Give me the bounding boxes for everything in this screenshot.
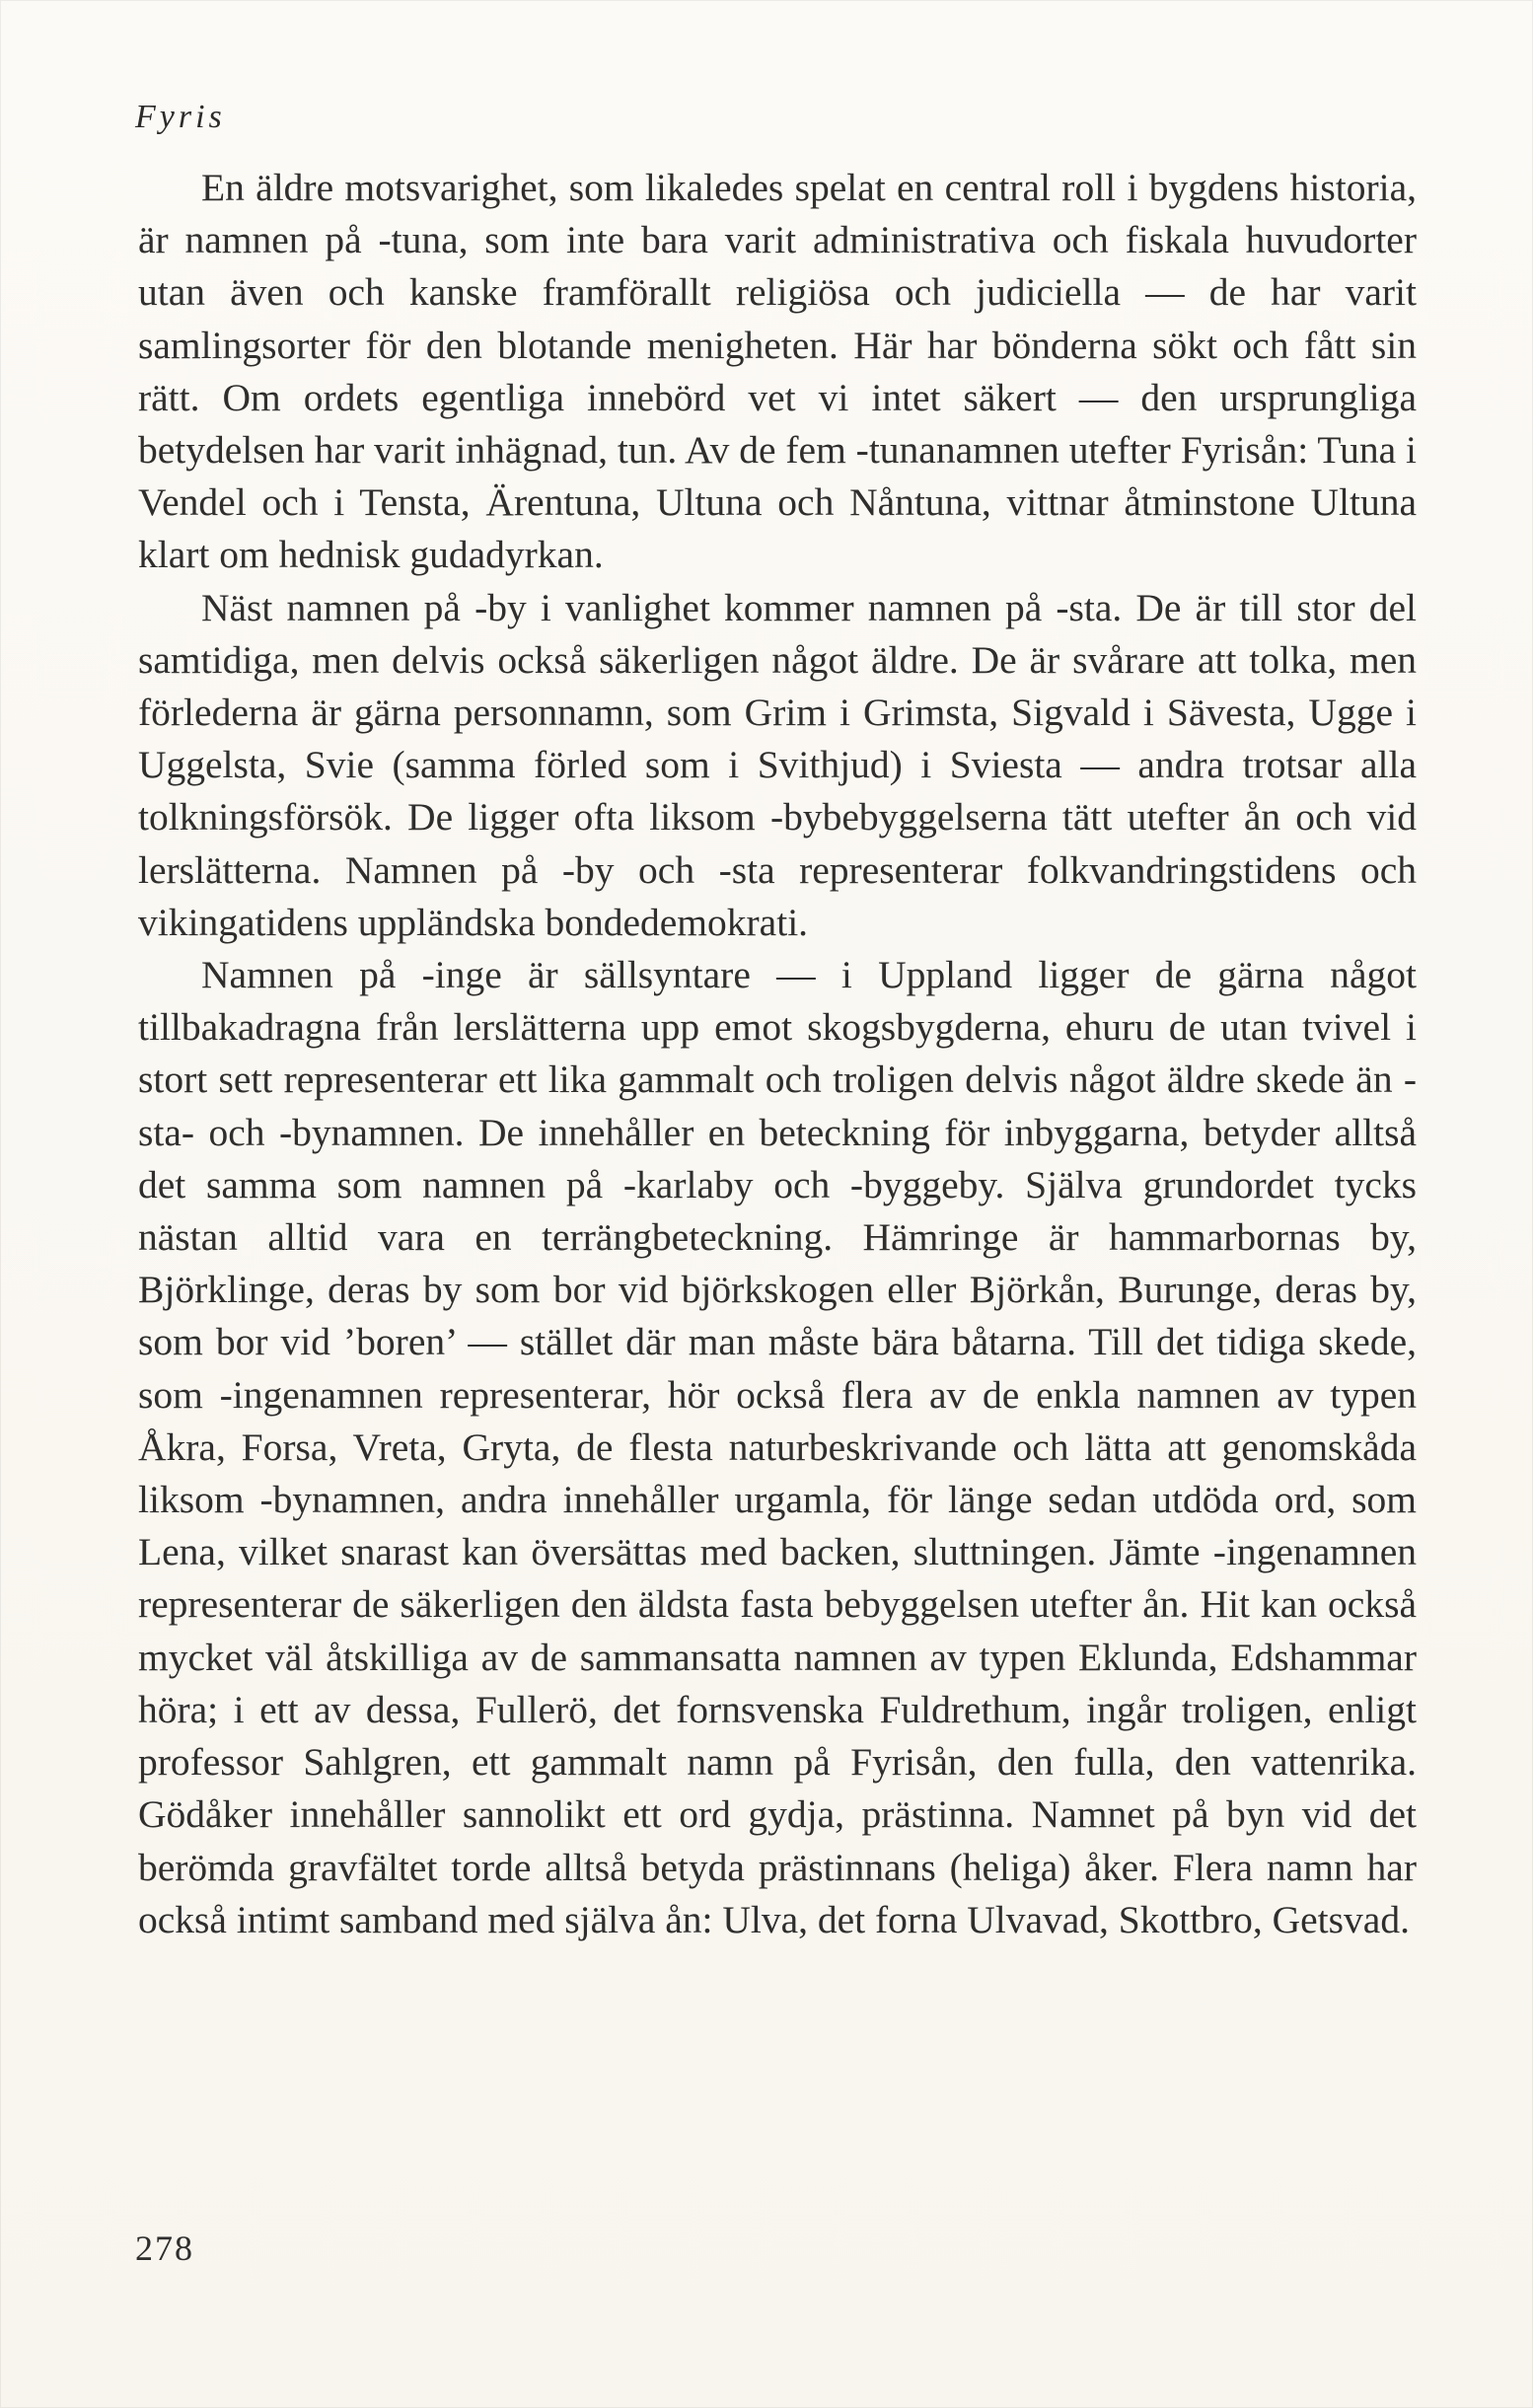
- paragraph-inge: Namnen på -inge är sällsyntare — i Uppland ligger de gärna något tillbakadragna från lerslätterna upp emot skogsbygderna, ehuru de utan tvivel i stort sett representerar ett lika gammalt och troligen delvis något äldre skede än -sta- och -bynamnen. De innehåller en beteckning för inbyggarna, betyder alltså det samma som namnen på -karlaby och -byggeby. Själva grundordet tycks nästan alltid vara en terrängbeteckning. Hämringe är hammarbornas by, Björklinge, deras by som bor vid björkskogen eller Björkån, Burunge, deras by, som bor vid ’boren’ — stället där man måste bära båtarna. Till det tidiga skede, som -ingenamnen representerar, hör också flera av de enkla namnen av typen Åkra, Forsa, Vreta, Gryta, de flesta naturbeskrivande och lätta att genomskåda liksom -bynamnen, andra innehåller urgamla, för länge sedan utdöda ord, som Lena, vilket snarast kan översättas med backen, sluttningen. Jämte -ingenamnen representerar de säkerligen den äldsta fasta bebyggelsen utefter ån. Hit kan också mycket väl åtskilliga av de sammansatta namnen av typen Eklunda, Edshammar höra; i ett av dessa, Fullerö, det fornsvenska Fuldrethum, ingår troligen, enligt professor Sahlgren, ett gammalt namn på Fyrisån, den fulla, den vattenrika. Gödåker innehåller sannolikt ett ord gydja, prästinna. Namnet på byn vid det berömda gravfältet torde alltså betyda prästinnans (heliga) åker. Flera namn har också intimt samband med själva ån: Ulva, det forna Ulvavad, Skottbro, Getsvad.: [138, 953, 1417, 1941]
- paragraph-sta: Näst namnen på -by i vanlighet kommer namnen på -sta. De är till stor del samtidiga, men delvis också säkerligen något äldre. De är svårare att tolka, men förlederna är gärna personnamn, som Grim i Grimsta, Sigvald i Sävesta, Ugge i Uggelsta, Svie (samma förled som i Svithjud) i Sviesta — andra trotsar alla tolkningsförsök. De ligger ofta liksom -bybebyggelserna tätt utefter ån och vid lerslätterna. Namnen på -by och -sta representerar folkvandringstidens och vikingatidens uppländska bondedemokrati.: [138, 585, 1417, 944]
- body-text: [138, 162, 1417, 1946]
- running-title: Fyris: [135, 99, 226, 135]
- page-number: 278: [135, 2228, 194, 2268]
- paragraph-tuna: En äldre motsvarighet, som likaledes spelat en central roll i bygdens historia, är namnen på -tuna, som inte bara varit administrativa och fiskala huvudorter utan även och kanske framförallt religiösa och judiciella — de har varit samlingsorter för den blotande menigheten. Här har bönderna sökt och fått sin rätt. Om ordets egentliga innebörd vet vi intet säkert — den ursprungliga betydelsen har varit inhägnad, tun. Av de fem -tunanamnen utefter Fyrisån: Tuna i Vendel och i Tensta, Ärentuna, Ultuna och Nåntuna, vittnar åtminstone Ultuna klart om hednisk gudadyrkan.: [138, 166, 1417, 577]
